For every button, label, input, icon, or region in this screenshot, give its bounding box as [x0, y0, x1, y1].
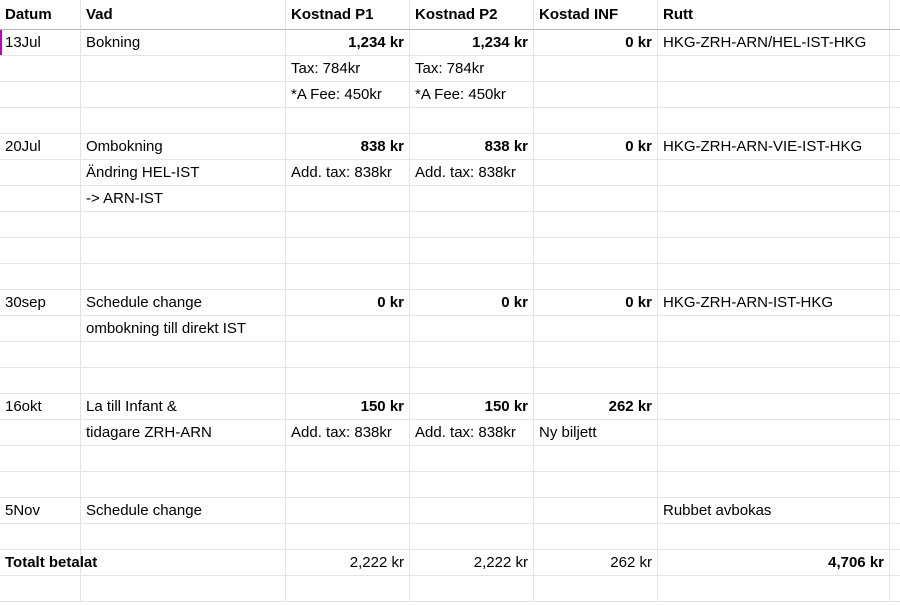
- cell-extra[interactable]: [890, 56, 900, 82]
- cell-datum[interactable]: [0, 524, 81, 550]
- cell-vad[interactable]: Schedule change: [81, 498, 286, 524]
- cell-vad[interactable]: [81, 264, 286, 290]
- header-vad[interactable]: Vad: [81, 0, 286, 30]
- cell-vad[interactable]: [81, 212, 286, 238]
- cell-datum[interactable]: [0, 212, 81, 238]
- cell-kostnad-p2[interactable]: [410, 368, 534, 394]
- cell-datum[interactable]: [0, 420, 81, 446]
- cell-datum[interactable]: [0, 576, 81, 602]
- header-datum[interactable]: Datum: [0, 0, 81, 30]
- cell-kostnad-p1[interactable]: [286, 498, 410, 524]
- cell-kostnad-p1[interactable]: 150 kr: [286, 394, 410, 420]
- cell-extra[interactable]: [890, 290, 900, 316]
- cell-vad[interactable]: ombokning till direkt IST: [81, 316, 286, 342]
- cell-vad[interactable]: -> ARN-IST: [81, 186, 286, 212]
- cell-extra[interactable]: [890, 82, 900, 108]
- cell-kostnad-p1[interactable]: [286, 576, 410, 602]
- cell-kostnad-p1[interactable]: [286, 186, 410, 212]
- cell-datum[interactable]: 20Jul: [0, 134, 81, 160]
- cell-vad[interactable]: [81, 472, 286, 498]
- cell-rutt[interactable]: [658, 186, 890, 212]
- cell-vad[interactable]: [81, 108, 286, 134]
- cell-rutt[interactable]: [658, 394, 890, 420]
- cell-kostad-inf[interactable]: [534, 238, 658, 264]
- cell-extra[interactable]: [890, 238, 900, 264]
- cell-kostad-inf[interactable]: [534, 446, 658, 472]
- cell-datum[interactable]: [0, 108, 81, 134]
- cell-kostad-inf[interactable]: [534, 524, 658, 550]
- cell-rutt[interactable]: [658, 576, 890, 602]
- cell-kostad-inf[interactable]: Ny biljett: [534, 420, 658, 446]
- cell-extra[interactable]: [890, 134, 900, 160]
- cell-kostad-inf[interactable]: [534, 316, 658, 342]
- cell-extra[interactable]: [890, 264, 900, 290]
- cell-extra[interactable]: [890, 30, 900, 56]
- cell-datum[interactable]: [0, 186, 81, 212]
- cell-kostad-inf[interactable]: 0 kr: [534, 30, 658, 56]
- cell-extra[interactable]: [890, 212, 900, 238]
- cell-kostad-inf[interactable]: [534, 342, 658, 368]
- cell-rutt[interactable]: [658, 342, 890, 368]
- cell-datum[interactable]: [0, 368, 81, 394]
- cell-extra[interactable]: [890, 394, 900, 420]
- header-kostnad-p2[interactable]: Kostnad P2: [410, 0, 534, 30]
- cell-kostnad-p2[interactable]: [410, 316, 534, 342]
- cell-vad[interactable]: [81, 342, 286, 368]
- cell-vad[interactable]: Schedule change: [81, 290, 286, 316]
- cell-kostad-inf[interactable]: [534, 82, 658, 108]
- cell-kostnad-p1[interactable]: 1,234 kr: [286, 30, 410, 56]
- cell-kostnad-p2[interactable]: 150 kr: [410, 394, 534, 420]
- cell-extra[interactable]: [890, 368, 900, 394]
- cell-rutt[interactable]: HKG-ZRH-ARN/HEL-IST-HKG: [658, 30, 890, 56]
- cell-kostnad-p2[interactable]: Add. tax: 838kr: [410, 420, 534, 446]
- cell-vad[interactable]: [81, 524, 286, 550]
- cell-kostnad-p1[interactable]: 0 kr: [286, 290, 410, 316]
- cell-datum[interactable]: 5Nov: [0, 498, 81, 524]
- cell-extra[interactable]: [890, 420, 900, 446]
- cell-kostnad-p1[interactable]: [286, 316, 410, 342]
- cell-kostnad-p2[interactable]: [410, 498, 534, 524]
- cell-vad[interactable]: [81, 576, 286, 602]
- cell-kostad-inf[interactable]: 262 kr: [534, 394, 658, 420]
- cell-kostad-inf[interactable]: [534, 108, 658, 134]
- cell-kostad-inf[interactable]: [534, 576, 658, 602]
- cell-vad[interactable]: [81, 550, 286, 576]
- cell-kostnad-p1[interactable]: Add. tax: 838kr: [286, 160, 410, 186]
- cell-datum[interactable]: [0, 56, 81, 82]
- cell-kostnad-p2[interactable]: [410, 524, 534, 550]
- cell-rutt[interactable]: [658, 472, 890, 498]
- cell-datum[interactable]: [0, 82, 81, 108]
- cell-kostad-inf[interactable]: [534, 472, 658, 498]
- cell-kostnad-p2[interactable]: [410, 212, 534, 238]
- cell-kostad-inf[interactable]: 0 kr: [534, 290, 658, 316]
- cell-kostad-inf[interactable]: 0 kr: [534, 134, 658, 160]
- cell-kostad-inf[interactable]: [534, 56, 658, 82]
- cell-kostnad-p1[interactable]: [286, 212, 410, 238]
- cell-kostnad-p2[interactable]: 1,234 kr: [410, 30, 534, 56]
- cell-datum[interactable]: [0, 160, 81, 186]
- cell-kostnad-p2[interactable]: 838 kr: [410, 134, 534, 160]
- cell-kostnad-p2[interactable]: *A Fee: 450kr: [410, 82, 534, 108]
- cell-kostnad-p2[interactable]: [410, 186, 534, 212]
- cell-vad[interactable]: Bokning: [81, 30, 286, 56]
- cell-rutt[interactable]: [658, 212, 890, 238]
- cell-vad[interactable]: [81, 446, 286, 472]
- cell-kostnad-p1[interactable]: [286, 108, 410, 134]
- cell-kostnad-p1[interactable]: 2,222 kr: [286, 550, 410, 576]
- cell-rutt[interactable]: 4,706 kr: [658, 550, 890, 576]
- cell-kostnad-p2[interactable]: [410, 238, 534, 264]
- cell-kostnad-p2[interactable]: [410, 446, 534, 472]
- cell-kostnad-p2[interactable]: [410, 576, 534, 602]
- cell-kostnad-p1[interactable]: [286, 524, 410, 550]
- cell-kostnad-p1[interactable]: [286, 342, 410, 368]
- cell-rutt[interactable]: [658, 446, 890, 472]
- cell-kostnad-p2[interactable]: [410, 342, 534, 368]
- cell-kostnad-p1[interactable]: 838 kr: [286, 134, 410, 160]
- cell-extra[interactable]: [890, 498, 900, 524]
- cell-kostnad-p1[interactable]: *A Fee: 450kr: [286, 82, 410, 108]
- cell-kostnad-p2[interactable]: Add. tax: 838kr: [410, 160, 534, 186]
- cell-kostnad-p1[interactable]: [286, 472, 410, 498]
- cell-rutt[interactable]: [658, 524, 890, 550]
- cell-extra[interactable]: [890, 316, 900, 342]
- cell-kostnad-p1[interactable]: [286, 446, 410, 472]
- cell-extra[interactable]: [890, 550, 900, 576]
- cell-vad[interactable]: [81, 368, 286, 394]
- header-extra[interactable]: [890, 0, 900, 30]
- cell-extra[interactable]: [890, 576, 900, 602]
- cell-vad[interactable]: tidagare ZRH-ARN: [81, 420, 286, 446]
- cell-extra[interactable]: [890, 186, 900, 212]
- cell-kostad-inf[interactable]: [534, 498, 658, 524]
- cell-kostad-inf[interactable]: [534, 264, 658, 290]
- cell-rutt[interactable]: [658, 264, 890, 290]
- cell-kostnad-p2[interactable]: Tax: 784kr: [410, 56, 534, 82]
- cell-datum[interactable]: Totalt betalat: [0, 550, 81, 576]
- cell-rutt[interactable]: [658, 82, 890, 108]
- cell-datum[interactable]: [0, 472, 81, 498]
- cell-kostad-inf[interactable]: 262 kr: [534, 550, 658, 576]
- cell-kostad-inf[interactable]: [534, 368, 658, 394]
- cell-kostnad-p1[interactable]: [286, 368, 410, 394]
- cell-datum[interactable]: [0, 446, 81, 472]
- cell-vad[interactable]: Ändring HEL-IST: [81, 160, 286, 186]
- cell-extra[interactable]: [890, 524, 900, 550]
- cell-kostnad-p1[interactable]: [286, 264, 410, 290]
- cell-rutt[interactable]: [658, 368, 890, 394]
- cell-kostad-inf[interactable]: [534, 160, 658, 186]
- cell-vad[interactable]: La till Infant &: [81, 394, 286, 420]
- cell-kostnad-p2[interactable]: [410, 264, 534, 290]
- cell-rutt[interactable]: [658, 56, 890, 82]
- cell-datum[interactable]: 13Jul: [0, 30, 81, 56]
- cell-datum[interactable]: 16okt: [0, 394, 81, 420]
- cell-rutt[interactable]: HKG-ZRH-ARN-VIE-IST-HKG: [658, 134, 890, 160]
- cell-extra[interactable]: [890, 108, 900, 134]
- cell-kostnad-p1[interactable]: Tax: 784kr: [286, 56, 410, 82]
- cell-kostnad-p1[interactable]: [286, 238, 410, 264]
- cell-datum[interactable]: [0, 342, 81, 368]
- cell-kostnad-p1[interactable]: Add. tax: 838kr: [286, 420, 410, 446]
- cell-datum[interactable]: [0, 264, 81, 290]
- header-rutt[interactable]: Rutt: [658, 0, 890, 30]
- cell-rutt[interactable]: [658, 108, 890, 134]
- cell-kostnad-p2[interactable]: 0 kr: [410, 290, 534, 316]
- cell-kostad-inf[interactable]: [534, 212, 658, 238]
- cell-kostnad-p2[interactable]: 2,222 kr: [410, 550, 534, 576]
- cell-vad[interactable]: [81, 82, 286, 108]
- cell-datum[interactable]: [0, 238, 81, 264]
- cell-rutt[interactable]: [658, 160, 890, 186]
- cell-rutt[interactable]: [658, 238, 890, 264]
- cell-kostnad-p2[interactable]: [410, 472, 534, 498]
- header-kostad-inf[interactable]: Kostad INF: [534, 0, 658, 30]
- cell-vad[interactable]: [81, 56, 286, 82]
- cell-vad[interactable]: Ombokning: [81, 134, 286, 160]
- cell-extra[interactable]: [890, 160, 900, 186]
- cell-vad[interactable]: [81, 238, 286, 264]
- cell-kostnad-p2[interactable]: [410, 108, 534, 134]
- cell-datum[interactable]: [0, 316, 81, 342]
- cell-extra[interactable]: [890, 342, 900, 368]
- cell-datum[interactable]: 30sep: [0, 290, 81, 316]
- cell-rutt[interactable]: Rubbet avbokas: [658, 498, 890, 524]
- cell-rutt[interactable]: HKG-ZRH-ARN-IST-HKG: [658, 290, 890, 316]
- cell-rutt[interactable]: [658, 420, 890, 446]
- cell-rutt[interactable]: [658, 316, 890, 342]
- header-kostnad-p1[interactable]: Kostnad P1: [286, 0, 410, 30]
- cell-extra[interactable]: [890, 472, 900, 498]
- cell-kostad-inf[interactable]: [534, 186, 658, 212]
- cell-extra[interactable]: [890, 446, 900, 472]
